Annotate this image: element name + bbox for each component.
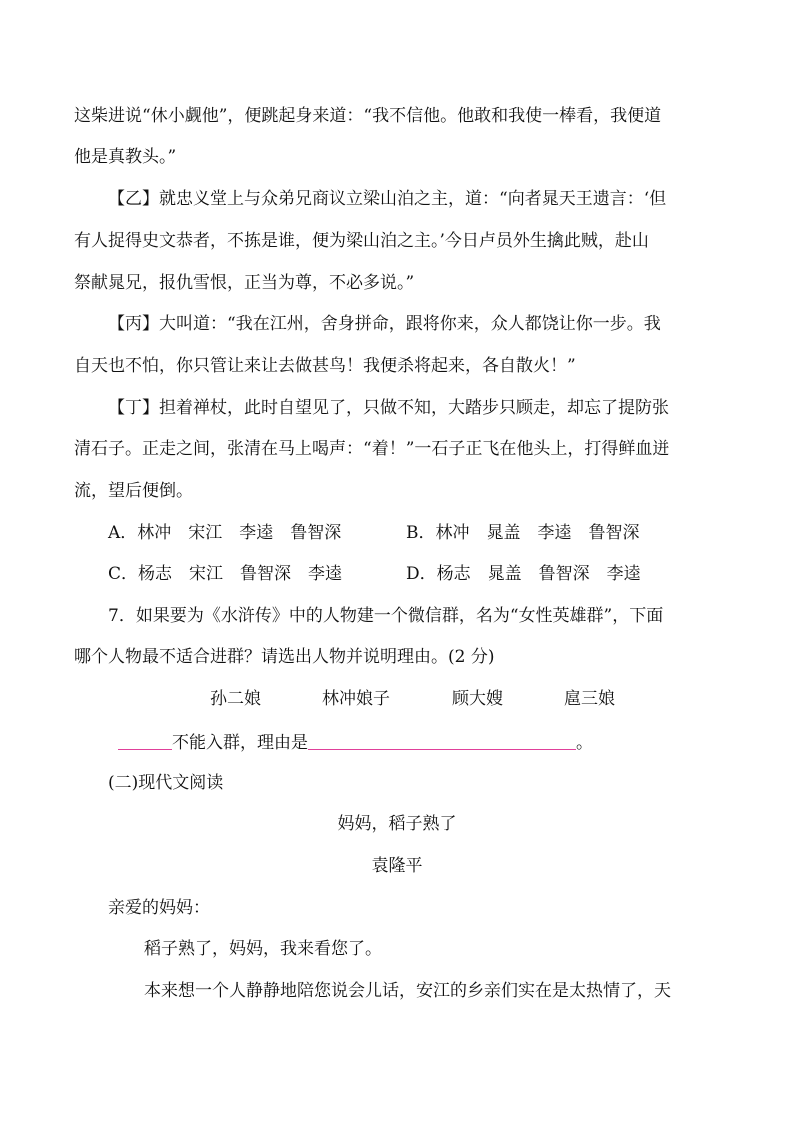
question-7-line: 哪个人物最不适合进群？请选出人物并说明理由。(2 分): [74, 647, 495, 667]
character-answer-blank[interactable]: [118, 729, 172, 750]
passage-ding-line: 清石子。正走之间，张清在马上喝声：“着！”一石子正飞在他头上，打得鲜血迸: [74, 439, 670, 459]
character-name: 林冲娘子: [322, 689, 390, 709]
answer-text: 不能入群，理由是: [172, 733, 308, 753]
passage-yi-line: 祭献晁兄，报仇雪恨，正当为尊，不必多说。”: [74, 273, 415, 293]
passage-line: 他是真教头。”: [74, 147, 177, 167]
passage-yi-line: 有人捉得史文恭者，不拣是谁，便为梁山泊之主。’今日卢员外生擒此贼，赴山: [74, 231, 649, 251]
option-b: B．林冲 晁盖 李逵 鲁智深: [406, 523, 640, 543]
option-a: A．林冲 宋江 李逵 鲁智深: [108, 523, 342, 543]
question-7-line: 7．如果要为《水浒传》中的人物建一个微信群，名为“女性英雄群”，下面: [108, 606, 664, 626]
letter-paragraph: 稻子熟了，妈妈，我来看您了。: [144, 939, 382, 959]
letter-paragraph: 本来想一个人静静地陪您说会儿话，安江的乡亲们实在是太热情了，天: [144, 981, 671, 1001]
letter-salutation: 亲爱的妈妈：: [108, 898, 210, 918]
passage-bing-line: 自天也不怕，你只管让来让去做甚鸟！我便杀将起来，各自散火！”: [74, 356, 576, 376]
article-author: 袁隆平: [371, 856, 423, 876]
passage-bing-line: 【丙】大叫道：“我在江州，舍身拼命，跟将你来，众人都饶让你一步。我: [108, 314, 661, 334]
character-name: 扈三娘: [564, 689, 615, 709]
option-c: C．杨志 宋江 鲁智深 李逵: [108, 564, 343, 584]
passage-line: 这柴进说“休小觑他”，便跳起身来道：“我不信他。他敢和我使一棒看，我便道: [74, 106, 662, 126]
passage-yi-line: 【乙】就忠义堂上与众弟兄商议立梁山泊之主，道：“向者晁天王遗言：‘但: [108, 189, 667, 209]
option-d: D．杨志 晁盖 鲁智深 李逵: [406, 564, 641, 584]
character-name: 顾大嫂: [452, 689, 503, 709]
answer-end: 。: [576, 733, 593, 753]
article-title: 妈妈，稻子熟了: [337, 814, 457, 834]
character-name: 孙二娘: [210, 689, 261, 709]
answer-line: [118, 729, 593, 755]
passage-ding-line: 【丁】担着禅杖，此时自望见了，只做不知，大踏步只顾走，却忘了提防张: [108, 398, 669, 418]
section-heading: (二)现代文阅读: [108, 773, 224, 793]
passage-ding-line: 流，望后便倒。: [74, 481, 193, 501]
reason-answer-blank[interactable]: [308, 729, 576, 750]
